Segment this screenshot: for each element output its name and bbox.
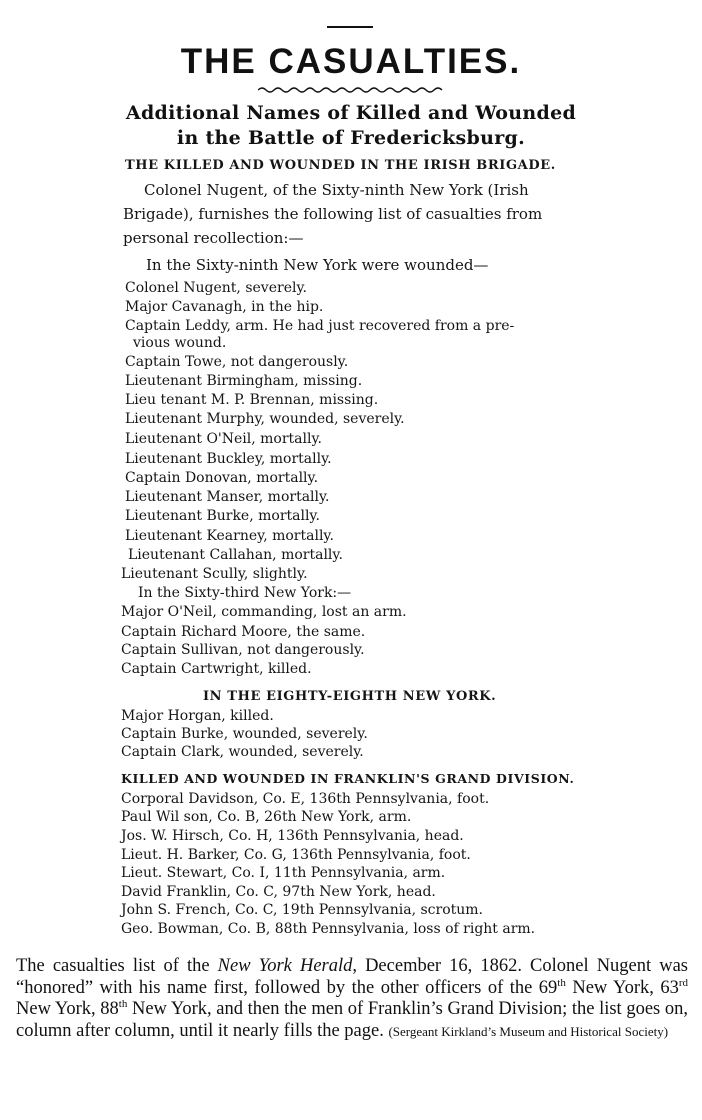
casualty-entry: Lieutenant Birmingham, missing. [125,373,363,389]
figure-caption [16,956,688,1042]
caption-superscript: rd [678,976,689,989]
caption-text: The casualties list of the [16,956,218,976]
casualty-entry: Lieu tenant M. P. Brennan, missing. [125,392,379,408]
casualty-entry: Captain Towe, not dangerously. [125,354,349,370]
casualty-entry: Lieutenant Manser, mortally. [125,489,330,505]
casualty-entry: Captain Leddy, arm. He had just recovered from a pre- [125,318,515,334]
casualty-entry: Lieutenant O'Neil, mortally. [125,431,322,447]
casualty-entry: Captain Clark, wounded, severely. [121,744,364,760]
casualty-entry: Paul Wil son, Co. B, 26th New York, arm. [121,809,412,825]
casualty-entry: Jos. W. Hirsch, Co. H, 136th Pennsylvania, head. [121,828,464,844]
article-subtitle-line-2: in the Battle of Fredericksburg. [176,127,526,149]
casualty-entry: vious wound. [133,335,227,351]
casualty-entry: David Franklin, Co. C, 97th New York, head. [121,884,436,900]
intro-line: Colonel Nugent, of the Sixty-ninth New York (Irish [144,181,529,199]
casualty-entry: Captain Sullivan, not dangerously. [121,642,365,658]
caption-text: New York, 63 [565,977,679,998]
section-heading-franklin: KILLED AND WOUNDED IN FRANKLIN'S GRAND DIVISION. [121,771,575,786]
intro-line: Brigade), furnishes the following list of casualties from [123,205,543,223]
casualty-entry: Captain Burke, wounded, severely. [121,726,368,742]
casualty-entry: Lieutenant Buckley, mortally. [125,451,332,467]
section-heading-88th: IN THE EIGHTY-EIGHTH NEW YORK. [203,689,497,704]
casualty-entry: Captain Cartwright, killed. [121,661,312,677]
caption-text: New York, 88 [16,999,119,1019]
casualty-entry: Lieutenant Burke, mortally. [125,508,320,524]
subsection-heading-69th: In the Sixty-ninth New York were wounded— [146,256,489,274]
casualty-entry: Lieutenant Murphy, wounded, severely. [125,411,405,427]
caption-newspaper-name: New York Herald [217,956,353,976]
caption-superscript: th [118,997,128,1010]
casualty-entry: Lieutenant Callahan, mortally. [128,547,343,563]
caption-text: , December 16, 1862. Colonel Nugent was “honored” with his name first, followed by the other officers of the 69 [16,956,688,998]
casualty-entry: Major O'Neil, commanding, lost an arm. [121,604,407,620]
casualty-entry: John S. French, Co. C, 19th Pennsylvania, scrotum. [121,902,483,918]
casualty-entry: Lieut. Stewart, Co. I, 11th Pennsylvania, arm. [121,865,446,881]
casualty-entry: Lieutenant Scully, slightly. [121,566,308,582]
article-subtitle-line-1: Additional Names of Killed and Wounded [125,102,577,124]
casualty-entry: Corporal Davidson, Co. E, 136th Pennsylvania, foot. [121,791,490,807]
casualty-entry: Captain Donovan, mortally. [125,470,319,486]
casualty-entry: Geo. Bowman, Co. B, 88th Pennsylvania, loss of right arm. [121,921,536,937]
caption-superscript: th [557,976,566,989]
wavy-divider [258,86,444,94]
casualty-entry: Colonel Nugent, severely. [125,280,307,296]
casualty-entry: Major Horgan, killed. [121,708,274,724]
subsection-heading-63rd: In the Sixty-third New York:— [138,585,352,601]
caption-credit: (Sergeant Kirkland’s Museum and Historical Society) [388,1023,669,1039]
article-title: THE CASUALTIES. [180,42,522,81]
casualty-entry: Lieut. H. Barker, Co. G, 136th Pennsylvania, foot. [121,847,471,863]
casualty-entry: Captain Richard Moore, the same. [121,624,366,640]
casualty-entry: Lieutenant Kearney, mortally. [125,528,334,544]
casualty-entry: Major Cavanagh, in the hip. [125,299,324,315]
top-rule [327,26,373,28]
intro-line: personal recollection:— [123,229,304,247]
caption-text: New York, and then the men of Franklin’s Grand Division; the list goes on, column after column, until it nearly fills the page. [16,999,688,1041]
section-heading-irish-brigade: THE KILLED AND WOUNDED IN THE IRISH BRIGADE. [125,158,556,173]
